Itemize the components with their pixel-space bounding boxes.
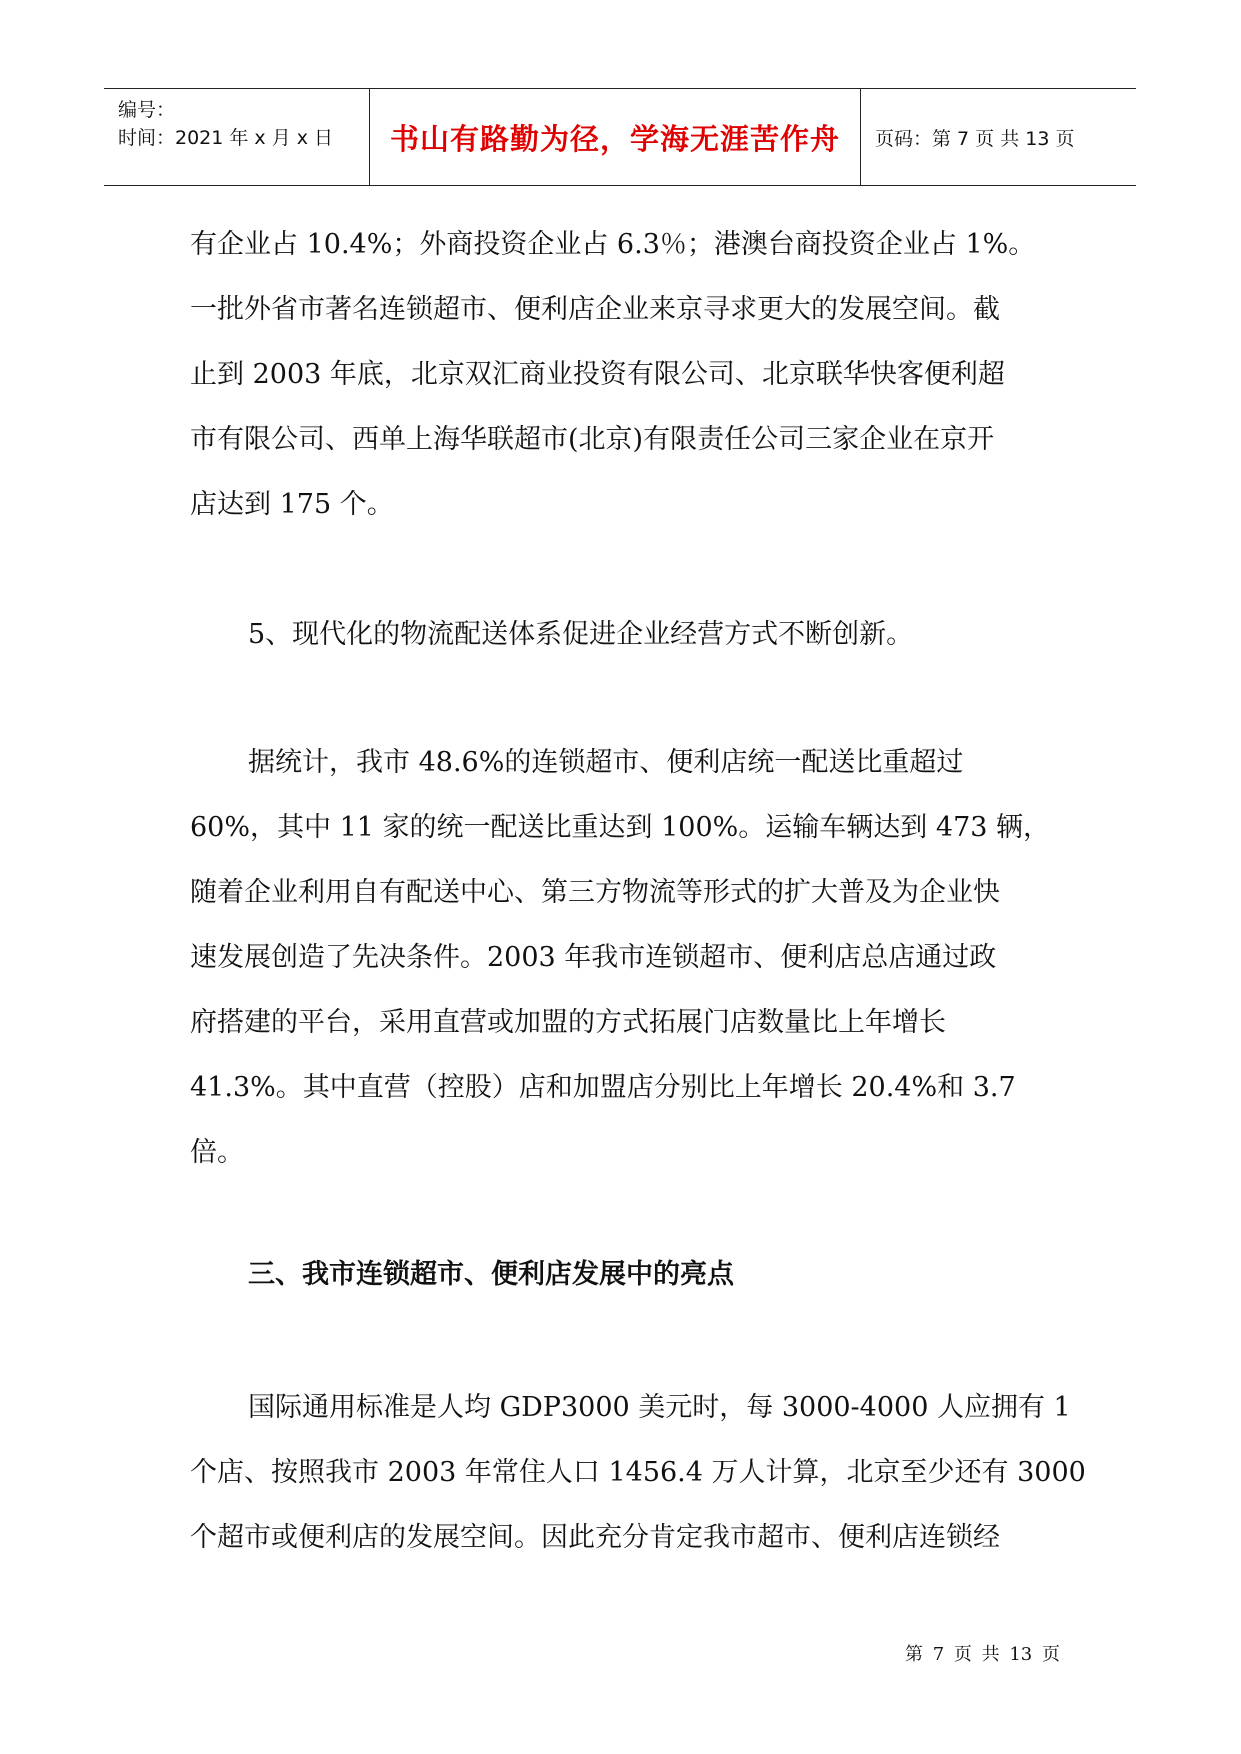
text-line: 41.3%。其中直营（控股）店和加盟店分别比上年增长 20.4%和 3.7 xyxy=(190,1072,1016,1103)
text-line: 速发展创造了先决条件。2003 年我市连锁超市、便利店总店通过政 xyxy=(190,942,997,973)
text-line: 市有限公司、西单上海华联超市(北京)有限责任公司三家企业在京开 xyxy=(190,424,995,455)
paragraph-statistics xyxy=(190,730,1070,1185)
paragraph-international-standard xyxy=(190,1375,1086,1570)
document-time-label: 时间：2021 年 x 月 x 日 xyxy=(118,127,334,149)
header-info-cell xyxy=(104,89,369,185)
text-line: 据统计，我市 48.6%的连锁超市、便利店统一配送比重超过 xyxy=(248,747,964,778)
page-header xyxy=(104,88,1136,186)
header-motto-cell xyxy=(369,89,861,185)
page-footer-number: 第 7 页 共 13 页 xyxy=(905,1644,1060,1665)
header-motto: 书山有路勤为径，学海无涯苦作舟 xyxy=(389,121,840,156)
document-number-label: 编号： xyxy=(118,99,176,121)
text-line: 60%，其中 11 家的统一配送比重达到 100%。运输车辆达到 473 辆， xyxy=(190,812,1051,843)
text-line: 止到 2003 年底，北京双汇商业投资有限公司、北京联华快客便利超 xyxy=(190,359,1005,390)
text-line: 店达到 175 个。 xyxy=(190,489,394,520)
text-line: 有企业占 10.4%；外商投资企业占 6.3％；港澳台商投资企业占 1%。 xyxy=(190,229,1036,260)
text-line: 府搭建的平台，采用直营或加盟的方式拓展门店数量比上年增长 xyxy=(190,1007,946,1038)
header-page-code: 页码：第 7 页 共 13 页 xyxy=(875,127,1075,150)
text-line: 5、现代化的物流配送体系促进企业经营方式不断创新。 xyxy=(248,619,914,650)
text-line: 个店、按照我市 2003 年常住人口 1456.4 万人计算，北京至少还有 3000 xyxy=(190,1457,1086,1488)
paragraph-foreign-enterprises xyxy=(190,212,1070,537)
text-line: 个超市或便利店的发展空间。因此充分肯定我市超市、便利店连锁经 xyxy=(190,1522,1000,1553)
text-line: 一批外省市著名连锁超市、便利店企业来京寻求更大的发展空间。截 xyxy=(190,294,1000,325)
header-page-cell xyxy=(861,89,1136,185)
text-line: 倍。 xyxy=(190,1137,244,1168)
section-3-heading: 三、我市连锁超市、便利店发展中的亮点 xyxy=(248,1259,734,1290)
text-line: 国际通用标准是人均 GDP3000 美元时，每 3000-4000 人应拥有 1 xyxy=(248,1392,1071,1423)
item-5-logistics xyxy=(248,602,1128,667)
text-line: 随着企业利用自有配送中心、第三方物流等形式的扩大普及为企业快 xyxy=(190,877,1000,908)
